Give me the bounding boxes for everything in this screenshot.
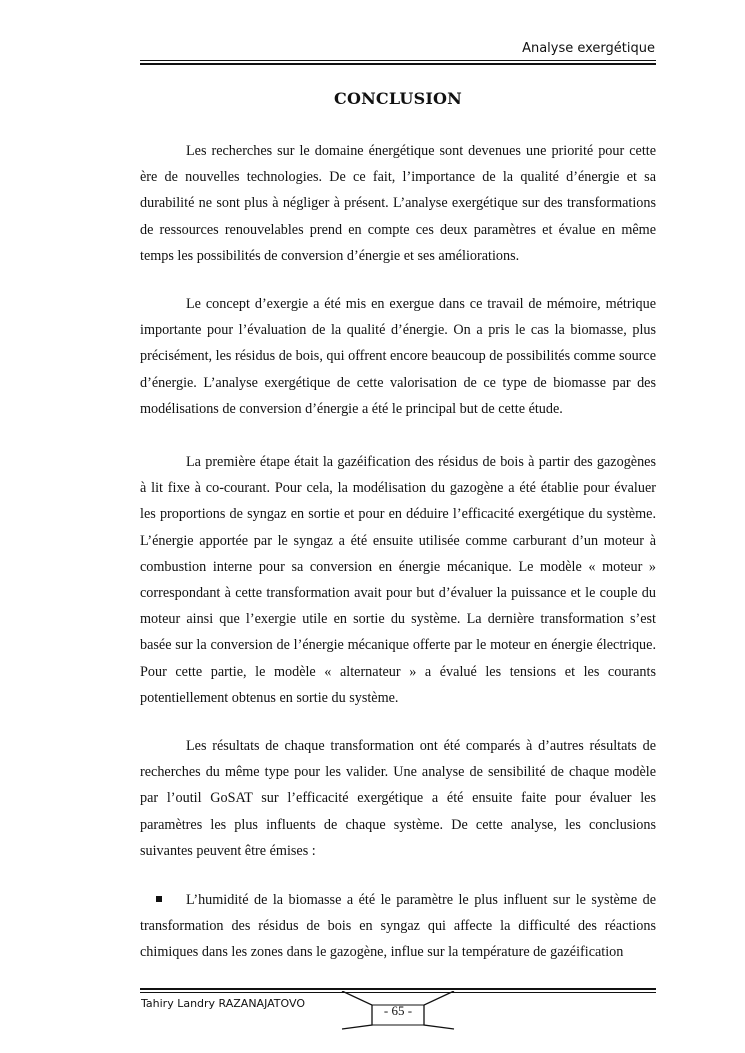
footer-rule-thick bbox=[140, 988, 656, 990]
paragraph-4: Les résultats de chaque transformation ont été comparés à d’autres résultats de recherches du même type pour les valider. Une analyse de sensibilité de chaque modèle par l’outil GoSAT sur l’efficacité exergétique a été ensuite faite pour évaluer les paramètres les plus influents de chaque système. De cette analyse, les conclusions suivantes peuvent être émises : bbox=[140, 738, 656, 859]
bullet-text: L’humidité de la biomasse a été le paramètre le plus influent sur le système de transformation des résidus de bois en syngaz qui affecte la difficulté des réactions chimiques dans les zones dans le gazogène, influe sur la température de gazéification bbox=[140, 892, 656, 961]
paragraph-1: Les recherches sur le domaine énergétique sont devenues une priorité pour cette ère de nouvelles technologies. De ce fait, l’importance de la qualité d’énergie et sa durabilité ne sont plus à négliger à présent. L’analyse exergétique sur des transformations de ressources renouvelables prend en compte ces deux paramètres et évalue en même temps les possibilités de conversion d’énergie et ses améliorations. bbox=[140, 143, 656, 264]
section-heading: CONCLUSION bbox=[334, 89, 462, 108]
bullet-list-item bbox=[140, 887, 656, 966]
paragraph-3: La première étape était la gazéification des résidus de bois à partir des gazogènes à lit fixe à co-courant. Pour cela, la modélisation du gazogène a été établie pour évaluer les proportions de syngaz en sortie et pour en déduire l’efficacité exergétique du système. L’énergie apportée par le syngaz a été ensuite utilisée comme carburant d’un moteur à combustion interne pour sa conversion en énergie mécanique. Le modèle « moteur » correspondant à cette transformation avait pour but d’évaluer la puissance et le couple du moteur ainsi que l’exergie utile en sortie du système. La dernière transformation s’est basée sur la conversion de l’énergie mécanique offerte par le moteur en énergie électrique. Pour cette partie, le modèle « alternateur » a évalué les tensions et les courants potentiellement obtenus en sortie du système. bbox=[140, 454, 656, 706]
header-rule-thin bbox=[140, 60, 656, 61]
page-number: - 65 - bbox=[383, 1003, 413, 1018]
square-bullet-icon bbox=[156, 896, 162, 902]
footer-author: Tahiry Landry RAZANAJATOVO bbox=[141, 997, 305, 1010]
paragraph-2: Le concept d’exergie a été mis en exergue dans ce travail de mémoire, métrique importante pour l’évaluation de la qualité d’énergie. On a pris le cas la biomasse, plus précisément, les résidus de bois, qui offrent encore beaucoup de possibilités comme source d’énergie. L’analyse exergétique de cette valorisation de ce type de biomasse par des modélisations de conversion d’énergie a été le principal but de cette étude. bbox=[140, 296, 656, 417]
header-rule-thick bbox=[140, 63, 656, 65]
running-header-title: Analyse exergétique bbox=[522, 41, 655, 56]
